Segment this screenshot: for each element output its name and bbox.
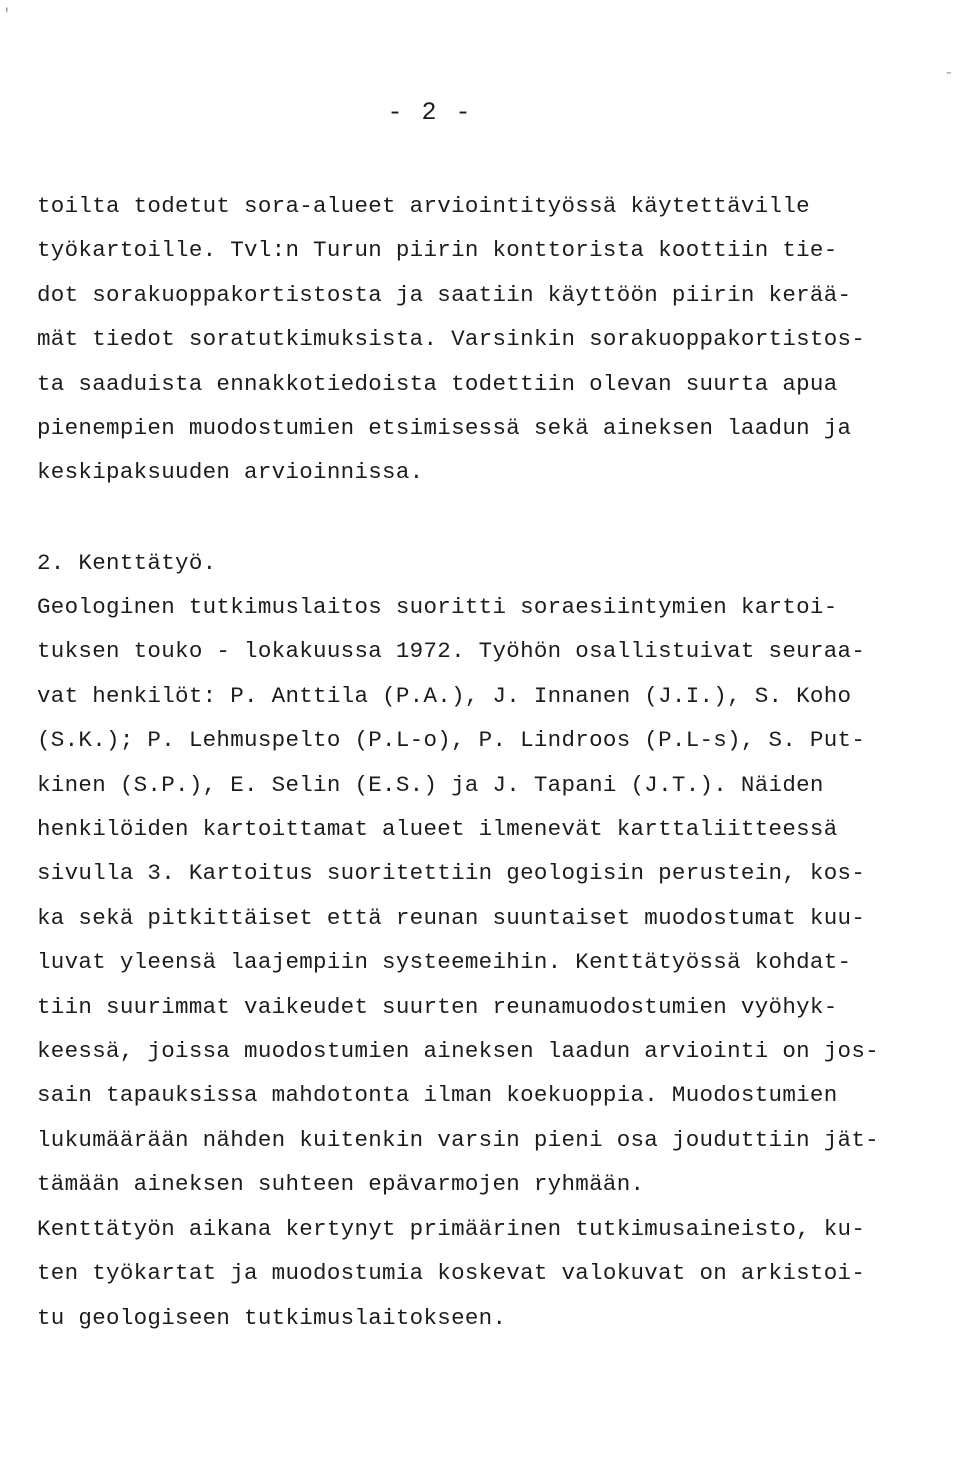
text-line: toilta todetut sora-alueet arviointityössä käytettäville xyxy=(37,193,810,219)
text-line: tiin suurimmat vaikeudet suurten reunamuodostumien vyöhyk- xyxy=(37,993,838,1020)
text-line: mät tiedot soratutkimuksista. Varsinkin sorakuoppakortistos- xyxy=(37,326,866,353)
paragraph-intro xyxy=(37,184,937,495)
text-line: luvat yleensä laajempiin systeemeihin. Kenttätyössä kohdat- xyxy=(37,949,852,976)
text-line: tuksen touko - lokakuussa 1972. Työhön osallistuivat seuraa- xyxy=(37,638,866,665)
text-line: tämään aineksen suhteen epävarmojen ryhmään. xyxy=(37,1171,645,1198)
scan-mark-icon: - xyxy=(944,64,954,82)
text-line: keessä, joissa muodostumien aineksen laadun arviointi on jos- xyxy=(37,1037,879,1064)
text-line: dot sorakuoppakortistosta ja saatiin käyttöön piirin kerää- xyxy=(37,281,852,308)
text-line: sain tapauksissa mahdotonta ilman koekuoppia. Muodostumien xyxy=(37,1082,838,1109)
text-line: ta saaduista ennakkotiedoista todettiin olevan suurta apua xyxy=(37,370,838,397)
text-line: Kenttätyön aikana kertynyt primäärinen tutkimusaineisto, ku- xyxy=(37,1216,866,1242)
paragraph-archive xyxy=(37,1207,937,1340)
scan-mark-icon: ' xyxy=(2,6,12,24)
text-line: ka sekä pitkittäiset että reunan suuntaiset muodostumat kuu- xyxy=(37,904,866,931)
section-heading: 2. Kenttätyö. xyxy=(37,550,217,576)
text-line: kinen (S.P.), E. Selin (E.S.) ja J. Tapani (J.T.). Näiden xyxy=(37,771,824,798)
text-line: pienempien muodostumien etsimisessä sekä aineksen laadun ja xyxy=(37,414,852,441)
text-line: työkartoille. Tvl:n Turun piirin konttorista koottiin tie- xyxy=(37,237,838,264)
text-line: henkilöiden kartoittamat alueet ilmenevät karttaliitteessä xyxy=(37,815,838,842)
paragraph-fieldwork xyxy=(37,585,937,1206)
text-line: keskipaksuuden arvioinnissa. xyxy=(37,459,424,486)
text-line: sivulla 3. Kartoitus suoritettiin geologisin perustein, kos- xyxy=(37,860,866,887)
text-line: vat henkilöt: P. Anttila (P.A.), J. Innanen (J.I.), S. Koho xyxy=(37,682,852,709)
text-line: Geologinen tutkimuslaitos suoritti soraesiintymien kartoi- xyxy=(37,594,838,620)
text-line: ten työkartat ja muodostumia koskevat valokuvat on arkistoi- xyxy=(37,1260,866,1287)
text-line: (S.K.); P. Lehmuspelto (P.L-o), P. Lindroos (P.L-s), S. Put- xyxy=(37,727,866,754)
page-number: - 2 - xyxy=(387,98,473,127)
text-line: lukumäärään nähden kuitenkin varsin pieni osa jouduttiin jät- xyxy=(37,1126,879,1153)
text-line: tu geologiseen tutkimuslaitokseen. xyxy=(37,1304,507,1331)
